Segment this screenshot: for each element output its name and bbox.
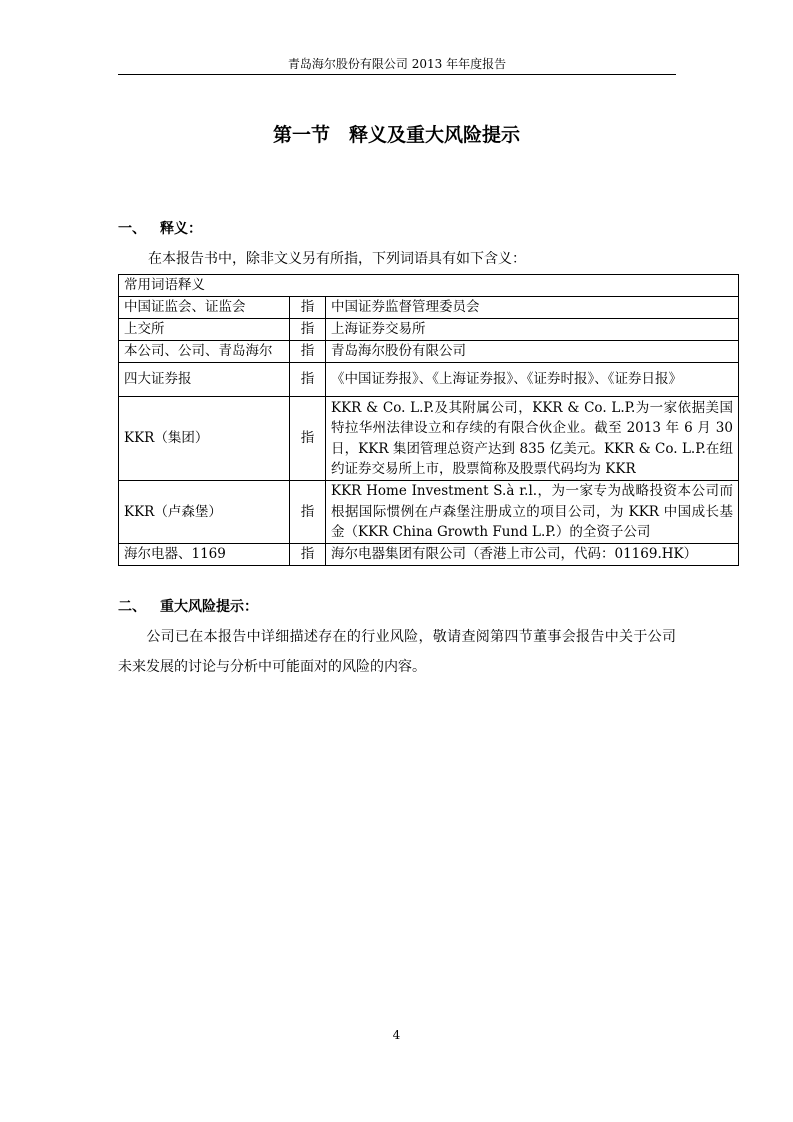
sep-cell: 指 <box>290 319 326 341</box>
meaning-cell: 上海证券交易所 <box>326 319 739 341</box>
definitions-heading-number: 一、 <box>118 221 146 237</box>
table-title-row <box>119 275 739 297</box>
definitions-intro: 在本报告书中，除非文义另有所指，下列词语具有如下含义： <box>148 251 526 267</box>
meaning-cell: KKR & Co. L.P.及其附属公司，KKR & Co. L.P.为一家依据美国特拉华州法律设立和存续的有限合伙企业。截至 2013 年 6 月 30 日，KKR 集团管理总资产达到 835 亿美元。KKR & Co. L.P.在纽约证券交易所上市，股票简称及股票代码均为 KKR <box>326 397 739 481</box>
term-cell: 中国证监会、证监会 <box>119 297 290 319</box>
definitions-heading <box>118 219 202 239</box>
meaning-cell: KKR Home Investment S.à r.l.，为一家专为战略投资本公司而根据国际惯例在卢森堡注册成立的项目公司，为 KKR 中国成长基金（KKR China Growth Fund L.P.）的全资子公司 <box>326 481 739 544</box>
risk-paragraph-text: 公司已在本报告中详细描述存在的行业风险，敬请查阅第四节董事会报告中关于公司未来发展的讨论与分析中可能面对的风险的内容。 <box>118 629 676 675</box>
term-cell: 上交所 <box>119 319 290 341</box>
table-row <box>119 397 739 481</box>
term-cell: KKR（卢森堡） <box>119 481 290 544</box>
table-row <box>119 319 739 341</box>
sep-cell: 指 <box>290 544 326 566</box>
table-row <box>119 481 739 544</box>
definitions-heading-label: 释义： <box>160 221 202 237</box>
term-cell: 海尔电器、1169 <box>119 544 290 566</box>
term-cell: 本公司、公司、青岛海尔 <box>119 341 290 363</box>
sep-cell: 指 <box>290 341 326 363</box>
table-row <box>119 341 739 363</box>
table-title: 常用词语释义 <box>119 275 739 297</box>
sep-cell: 指 <box>290 363 326 397</box>
page-number: 4 <box>392 1028 401 1042</box>
meaning-cell: 海尔电器集团有限公司（香港上市公司，代码：01169.HK） <box>326 544 739 566</box>
risk-heading <box>118 597 258 617</box>
table-row <box>119 297 739 319</box>
table-row <box>119 363 739 397</box>
section-title: 第一节 释义及重大风险提示 <box>272 124 520 146</box>
meaning-cell: 青岛海尔股份有限公司 <box>326 341 739 363</box>
definitions-table <box>118 274 739 566</box>
risk-paragraph <box>118 622 676 682</box>
table-row <box>119 544 739 566</box>
sep-cell: 指 <box>290 397 326 481</box>
sep-cell: 指 <box>290 297 326 319</box>
term-cell: KKR（集团） <box>119 397 290 481</box>
meaning-cell: 中国证券监督管理委员会 <box>326 297 739 319</box>
meaning-cell: 《中国证券报》、《上海证券报》、《证券时报》、《证券日报》 <box>326 363 739 397</box>
running-header: 青岛海尔股份有限公司 2013 年年度报告 <box>287 57 507 71</box>
risk-heading-label: 重大风险提示： <box>160 599 258 615</box>
sep-cell: 指 <box>290 481 326 544</box>
risk-heading-number: 二、 <box>118 599 146 615</box>
term-cell: 四大证券报 <box>119 363 290 397</box>
header-rule <box>118 74 676 75</box>
